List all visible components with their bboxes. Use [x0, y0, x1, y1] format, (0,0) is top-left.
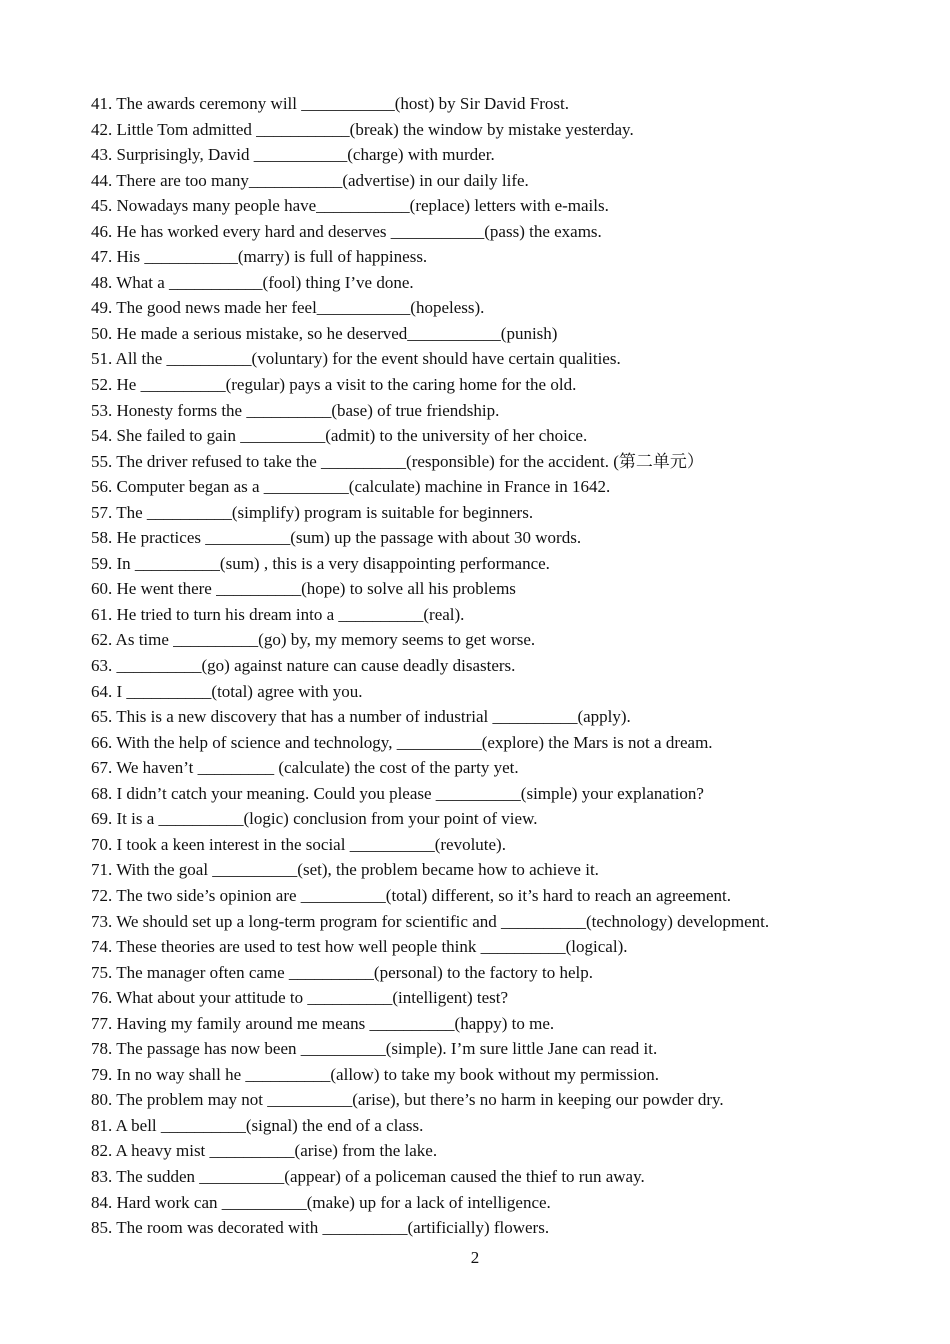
exercise-item: 78. The passage has now been __________(simple). I’m sure little Jane can read it. [91, 1039, 658, 1059]
exercise-item: 77. Having my family around me means __________(happy) to me. [91, 1013, 555, 1033]
exercise-item: 72. The two side’s opinion are __________(total) different, so it’s hard to reach an agreement. [91, 885, 732, 905]
exercise-item: 68. I didn’t catch your meaning. Could you please __________(simple) your explanation? [91, 783, 704, 803]
exercise-item: 81. A bell __________(signal) the end of a class. [91, 1115, 424, 1135]
exercise-item: 61. He tried to turn his dream into a __________(real). [91, 604, 465, 624]
exercise-item: 55. The driver refused to take the __________(responsible) for the accident. (第二单元） [91, 451, 704, 471]
exercise-item: 47. His ___________(marry) is full of happiness. [91, 247, 428, 267]
exercise-item: 73. We should set up a long-term program for scientific and __________(technology) development. [91, 911, 770, 931]
exercise-list [91, 91, 891, 1241]
exercise-item: 76. What about your attitude to __________(intelligent) test? [91, 988, 509, 1008]
exercise-item: 71. With the goal __________(set), the problem became how to achieve it. [91, 860, 599, 880]
exercise-item: 56. Computer began as a __________(calculate) machine in France in 1642. [91, 477, 611, 497]
exercise-item: 70. I took a keen interest in the social __________(revolute). [91, 834, 506, 854]
exercise-item: 84. Hard work can __________(make) up for a lack of intelligence. [91, 1192, 551, 1212]
page-number: 2 [470, 1248, 480, 1267]
exercise-item: 85. The room was decorated with __________(artificially) flowers. [91, 1218, 550, 1238]
exercise-item: 64. I __________(total) agree with you. [91, 681, 363, 701]
exercise-item: 59. In __________(sum) , this is a very disappointing performance. [91, 553, 550, 573]
exercise-item: 46. He has worked every hard and deserves ___________(pass) the exams. [91, 221, 602, 241]
exercise-item: 65. This is a new discovery that has a number of industrial __________(apply). [91, 707, 631, 727]
exercise-item: 82. A heavy mist __________(arise) from the lake. [91, 1141, 438, 1161]
exercise-item: 48. What a ___________(fool) thing I’ve done. [91, 272, 414, 292]
exercise-item: 44. There are too many___________(advertise) in our daily life. [91, 170, 529, 190]
exercise-item: 67. We haven’t _________ (calculate) the cost of the party yet. [91, 758, 519, 778]
exercise-item: 80. The problem may not __________(arise), but there’s no harm in keeping our powder dry. [91, 1090, 724, 1110]
exercise-item: 69. It is a __________(logic) conclusion from your point of view. [91, 809, 538, 829]
exercise-item: 50. He made a serious mistake, so he deserved___________(punish) [91, 323, 558, 343]
exercise-item: 51. All the __________(voluntary) for the event should have certain qualities. [91, 349, 621, 369]
exercise-item: 43. Surprisingly, David ___________(charge) with murder. [91, 145, 495, 165]
exercise-item: 62. As time __________(go) by, my memory seems to get worse. [91, 630, 536, 650]
exercise-item: 52. He __________(regular) pays a visit to the caring home for the old. [91, 375, 577, 395]
exercise-item: 75. The manager often came __________(personal) to the factory to help. [91, 962, 593, 982]
exercise-item: 53. Honesty forms the __________(base) of true friendship. [91, 400, 500, 420]
exercise-item: 74. These theories are used to test how well people think __________(logical). [91, 937, 628, 957]
exercise-item: 54. She failed to gain __________(admit) to the university of her choice. [91, 426, 588, 446]
exercise-item: 41. The awards ceremony will ___________(host) by Sir David Frost. [91, 94, 569, 113]
exercise-item: 57. The __________(simplify) program is suitable for beginners. [91, 502, 534, 522]
exercise-item: 45. Nowadays many people have___________(replace) letters with e-mails. [91, 196, 609, 216]
exercise-item: 42. Little Tom admitted ___________(break) the window by mistake yesterday. [91, 119, 634, 139]
exercise-item: 79. In no way shall he __________(allow) to take my book without my permission. [91, 1064, 660, 1084]
exercise-item: 60. He went there __________(hope) to solve all his problems [91, 579, 516, 599]
exercise-item: 58. He practices __________(sum) up the passage with about 30 words. [91, 528, 582, 548]
exercise-item: 83. The sudden __________(appear) of a policeman caused the thief to run away. [91, 1166, 645, 1186]
exercise-item: 49. The good news made her feel___________(hopeless). [91, 298, 485, 318]
exercise-item: 66. With the help of science and technology, __________(explore) the Mars is not a dream. [91, 732, 713, 752]
exercise-item: 63. __________(go) against nature can cause deadly disasters. [91, 656, 516, 676]
